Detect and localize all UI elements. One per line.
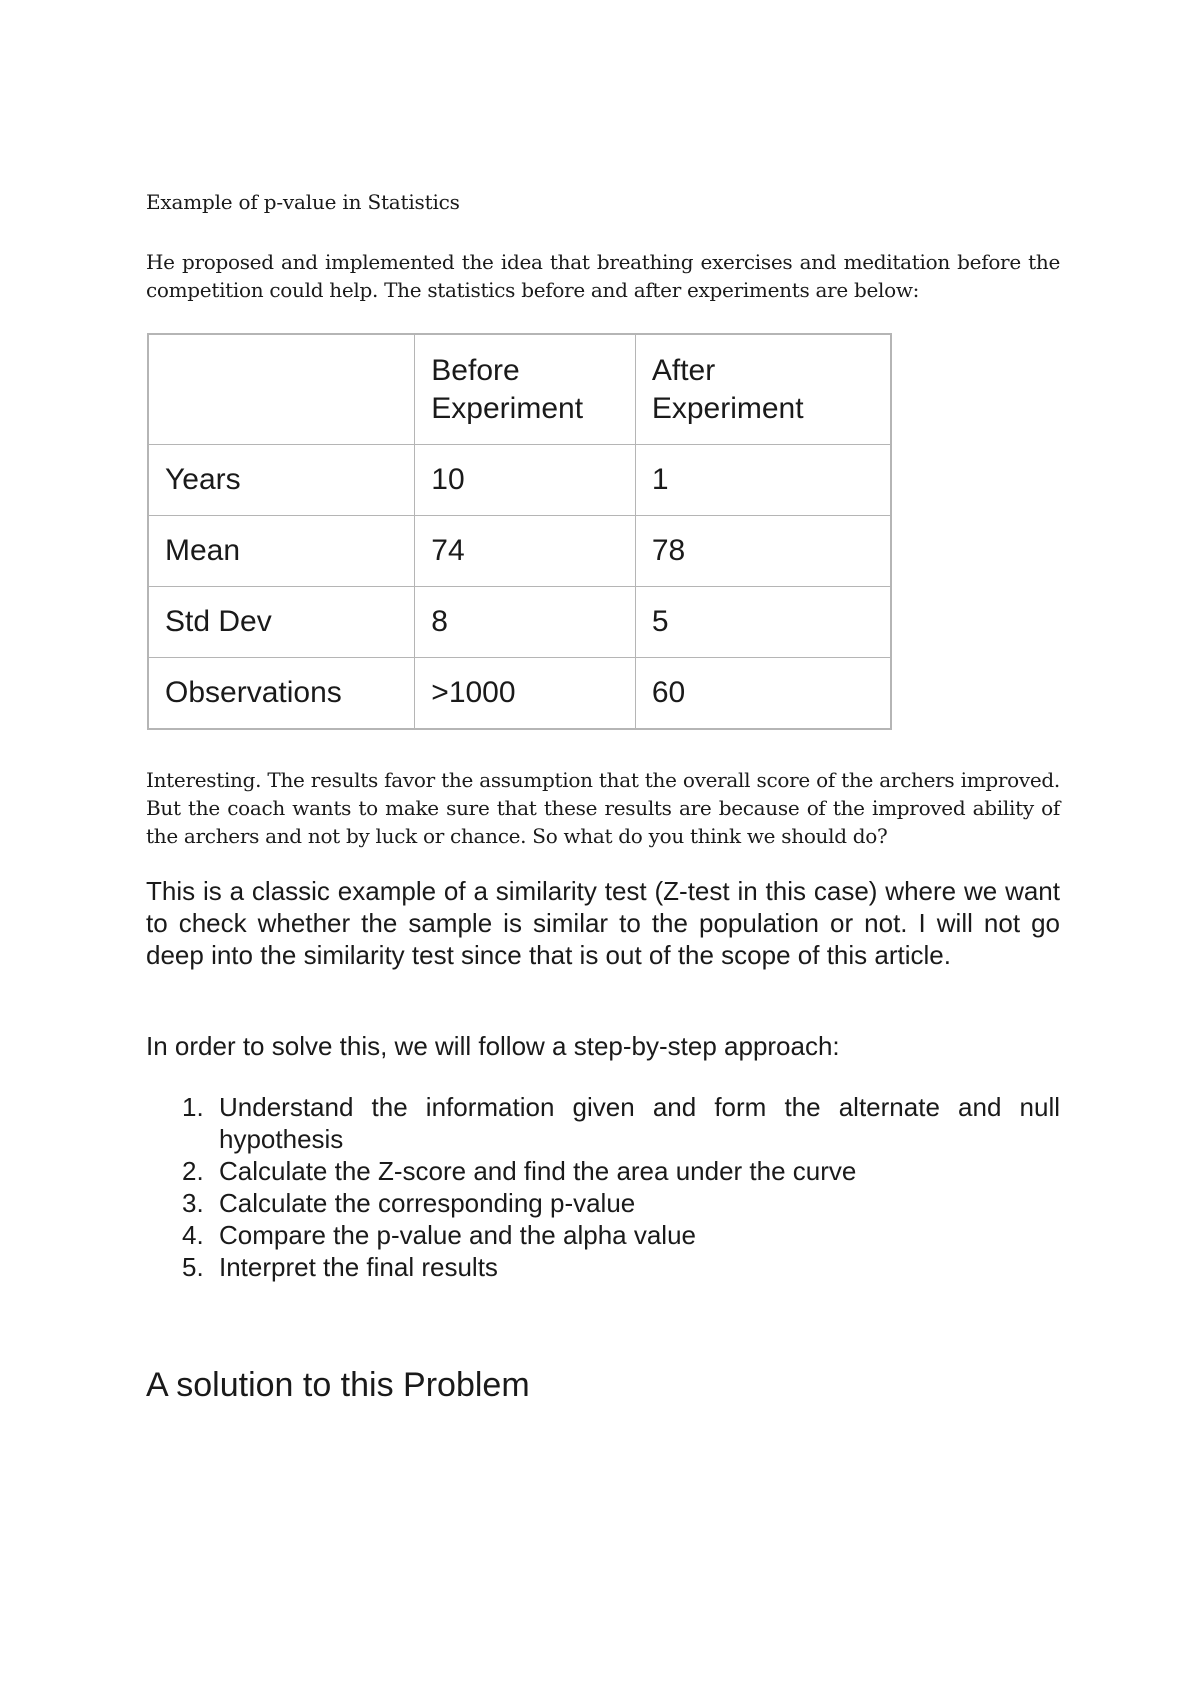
- table-row: [148, 587, 891, 658]
- list-item-number: 5.: [182, 1252, 204, 1282]
- list-item-text: Understand the information given and form the alternate and null hypothesis: [219, 1092, 1060, 1154]
- list-item-number: 1.: [182, 1092, 204, 1122]
- table-cell: Observations: [148, 658, 415, 730]
- list-item-text: Calculate the corresponding p-value: [219, 1188, 636, 1218]
- approach-intro: In order to solve this, we will follow a step-by-step approach:: [146, 1031, 840, 1061]
- table-cell: 8: [415, 587, 636, 658]
- list-item: [146, 1155, 1060, 1187]
- table-header-cell: Before Experiment: [415, 334, 636, 445]
- table-cell: Mean: [148, 516, 415, 587]
- list-item-number: 3.: [182, 1188, 204, 1218]
- table-row: [148, 445, 891, 516]
- list-item-number: 2.: [182, 1156, 204, 1186]
- table-cell: 5: [635, 587, 891, 658]
- table-cell: Years: [148, 445, 415, 516]
- table-cell: 10: [415, 445, 636, 516]
- table-cell: 78: [635, 516, 891, 587]
- table-cell: 60: [635, 658, 891, 730]
- list-item: [146, 1187, 1060, 1219]
- list-item: [146, 1219, 1060, 1251]
- table-cell: 1: [635, 445, 891, 516]
- results-paragraph: Interesting. The results favor the assumption that the overall score of the archers improved. But the coach wants to make sure that these results are because of the improved ability of the archers and not by luck or chance. So what do you think we should do?: [146, 768, 1060, 848]
- intro-paragraph: He proposed and implemented the idea that breathing exercises and meditation before the competition could help. The statistics before and after experiments are below:: [146, 250, 1060, 302]
- document-title: Example of p-value in Statistics: [146, 190, 460, 214]
- table-header-cell: After Experiment: [635, 334, 891, 445]
- list-item-text: Interpret the final results: [219, 1252, 498, 1282]
- table-cell: Std Dev: [148, 587, 415, 658]
- list-item-text: Calculate the Z-score and find the area under the curve: [219, 1156, 857, 1186]
- list-item: [146, 1091, 1060, 1155]
- table-row: [148, 658, 891, 730]
- list-item-number: 4.: [182, 1220, 204, 1250]
- statistics-table: [147, 333, 892, 730]
- list-item-text: Compare the p-value and the alpha value: [219, 1220, 696, 1250]
- table-cell: >1000: [415, 658, 636, 730]
- solution-heading: A solution to this Problem: [146, 1366, 530, 1404]
- table-row: [148, 516, 891, 587]
- table-header-cell: [148, 334, 415, 445]
- steps-list: [146, 1091, 1060, 1283]
- similarity-test-paragraph: This is a classic example of a similarity test (Z-test in this case) where we want to check whether the sample is similar to the population or not. I will not go deep into the similarity test since that is out of the scope of this article.: [146, 876, 1060, 970]
- table-header-row: [148, 334, 891, 445]
- table-cell: 74: [415, 516, 636, 587]
- list-item: [146, 1251, 1060, 1283]
